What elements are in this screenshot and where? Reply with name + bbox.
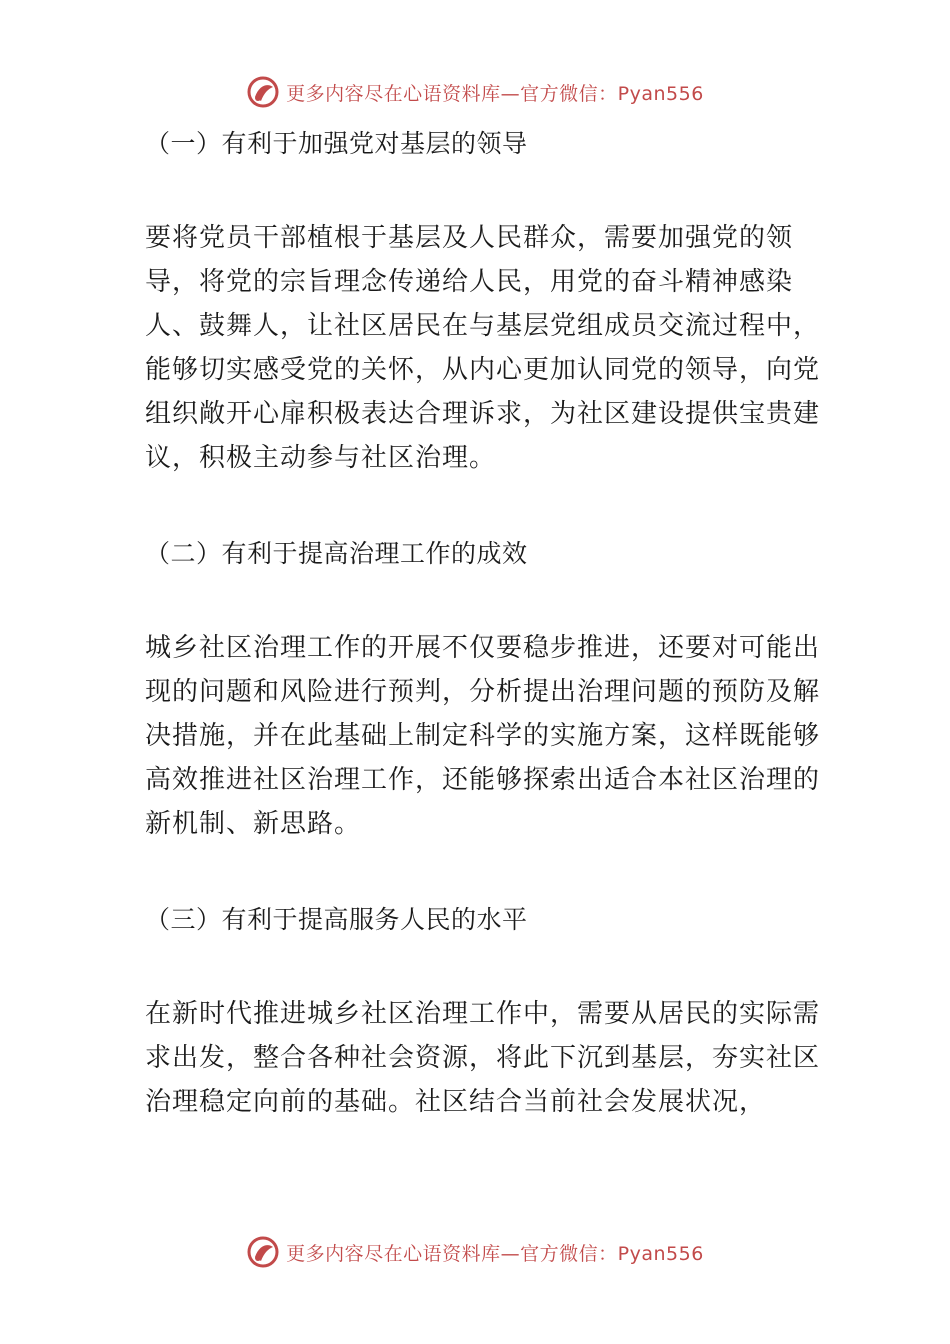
brush-seal-icon [246, 75, 280, 109]
footer-banner [0, 1232, 950, 1272]
section-heading: （一）有利于加强党对基层的领导 [145, 129, 528, 158]
banner-text: 更多内容尽在心语资料库—官方微信：Pyan556 [286, 1242, 704, 1265]
section-paragraph: 要将党员干部植根于基层及人民群众，需要加强党的领导，将党的宗旨理念传递给人民，用党的奋斗精神感染人、鼓舞人，让社区居民在与基层党组成员交流过程中，能够切实感受党的关怀，从内心更加认同党的领导，向党组织敞开心扉积极表达合理诉求，为社区建设提供宝贵建议，积极主动参与社区治理。 [145, 223, 821, 473]
section-paragraph: 在新时代推进城乡社区治理工作中，需要从居民的实际需求出发，整合各种社会资源，将此下沉到基层，夯实社区治理稳定向前的基础。社区结合当前社会发展状况， [145, 999, 821, 1117]
section-paragraph: 城乡社区治理工作的开展不仅要稳步推进，还要对可能出现的问题和风险进行预判，分析提出治理问题的预防及解决措施，并在此基础上制定科学的实施方案，这样既能够高效推进社区治理工作，还能够探索出适合本社区治理的新机制、新思路。 [145, 633, 821, 839]
document-body [145, 122, 825, 1124]
header-banner [0, 72, 950, 112]
section-heading: （三）有利于提高服务人民的水平 [145, 905, 528, 934]
section-heading: （二）有利于提高治理工作的成效 [145, 539, 528, 568]
banner-text: 更多内容尽在心语资料库—官方微信：Pyan556 [286, 82, 704, 105]
brush-seal-icon [246, 1235, 280, 1269]
